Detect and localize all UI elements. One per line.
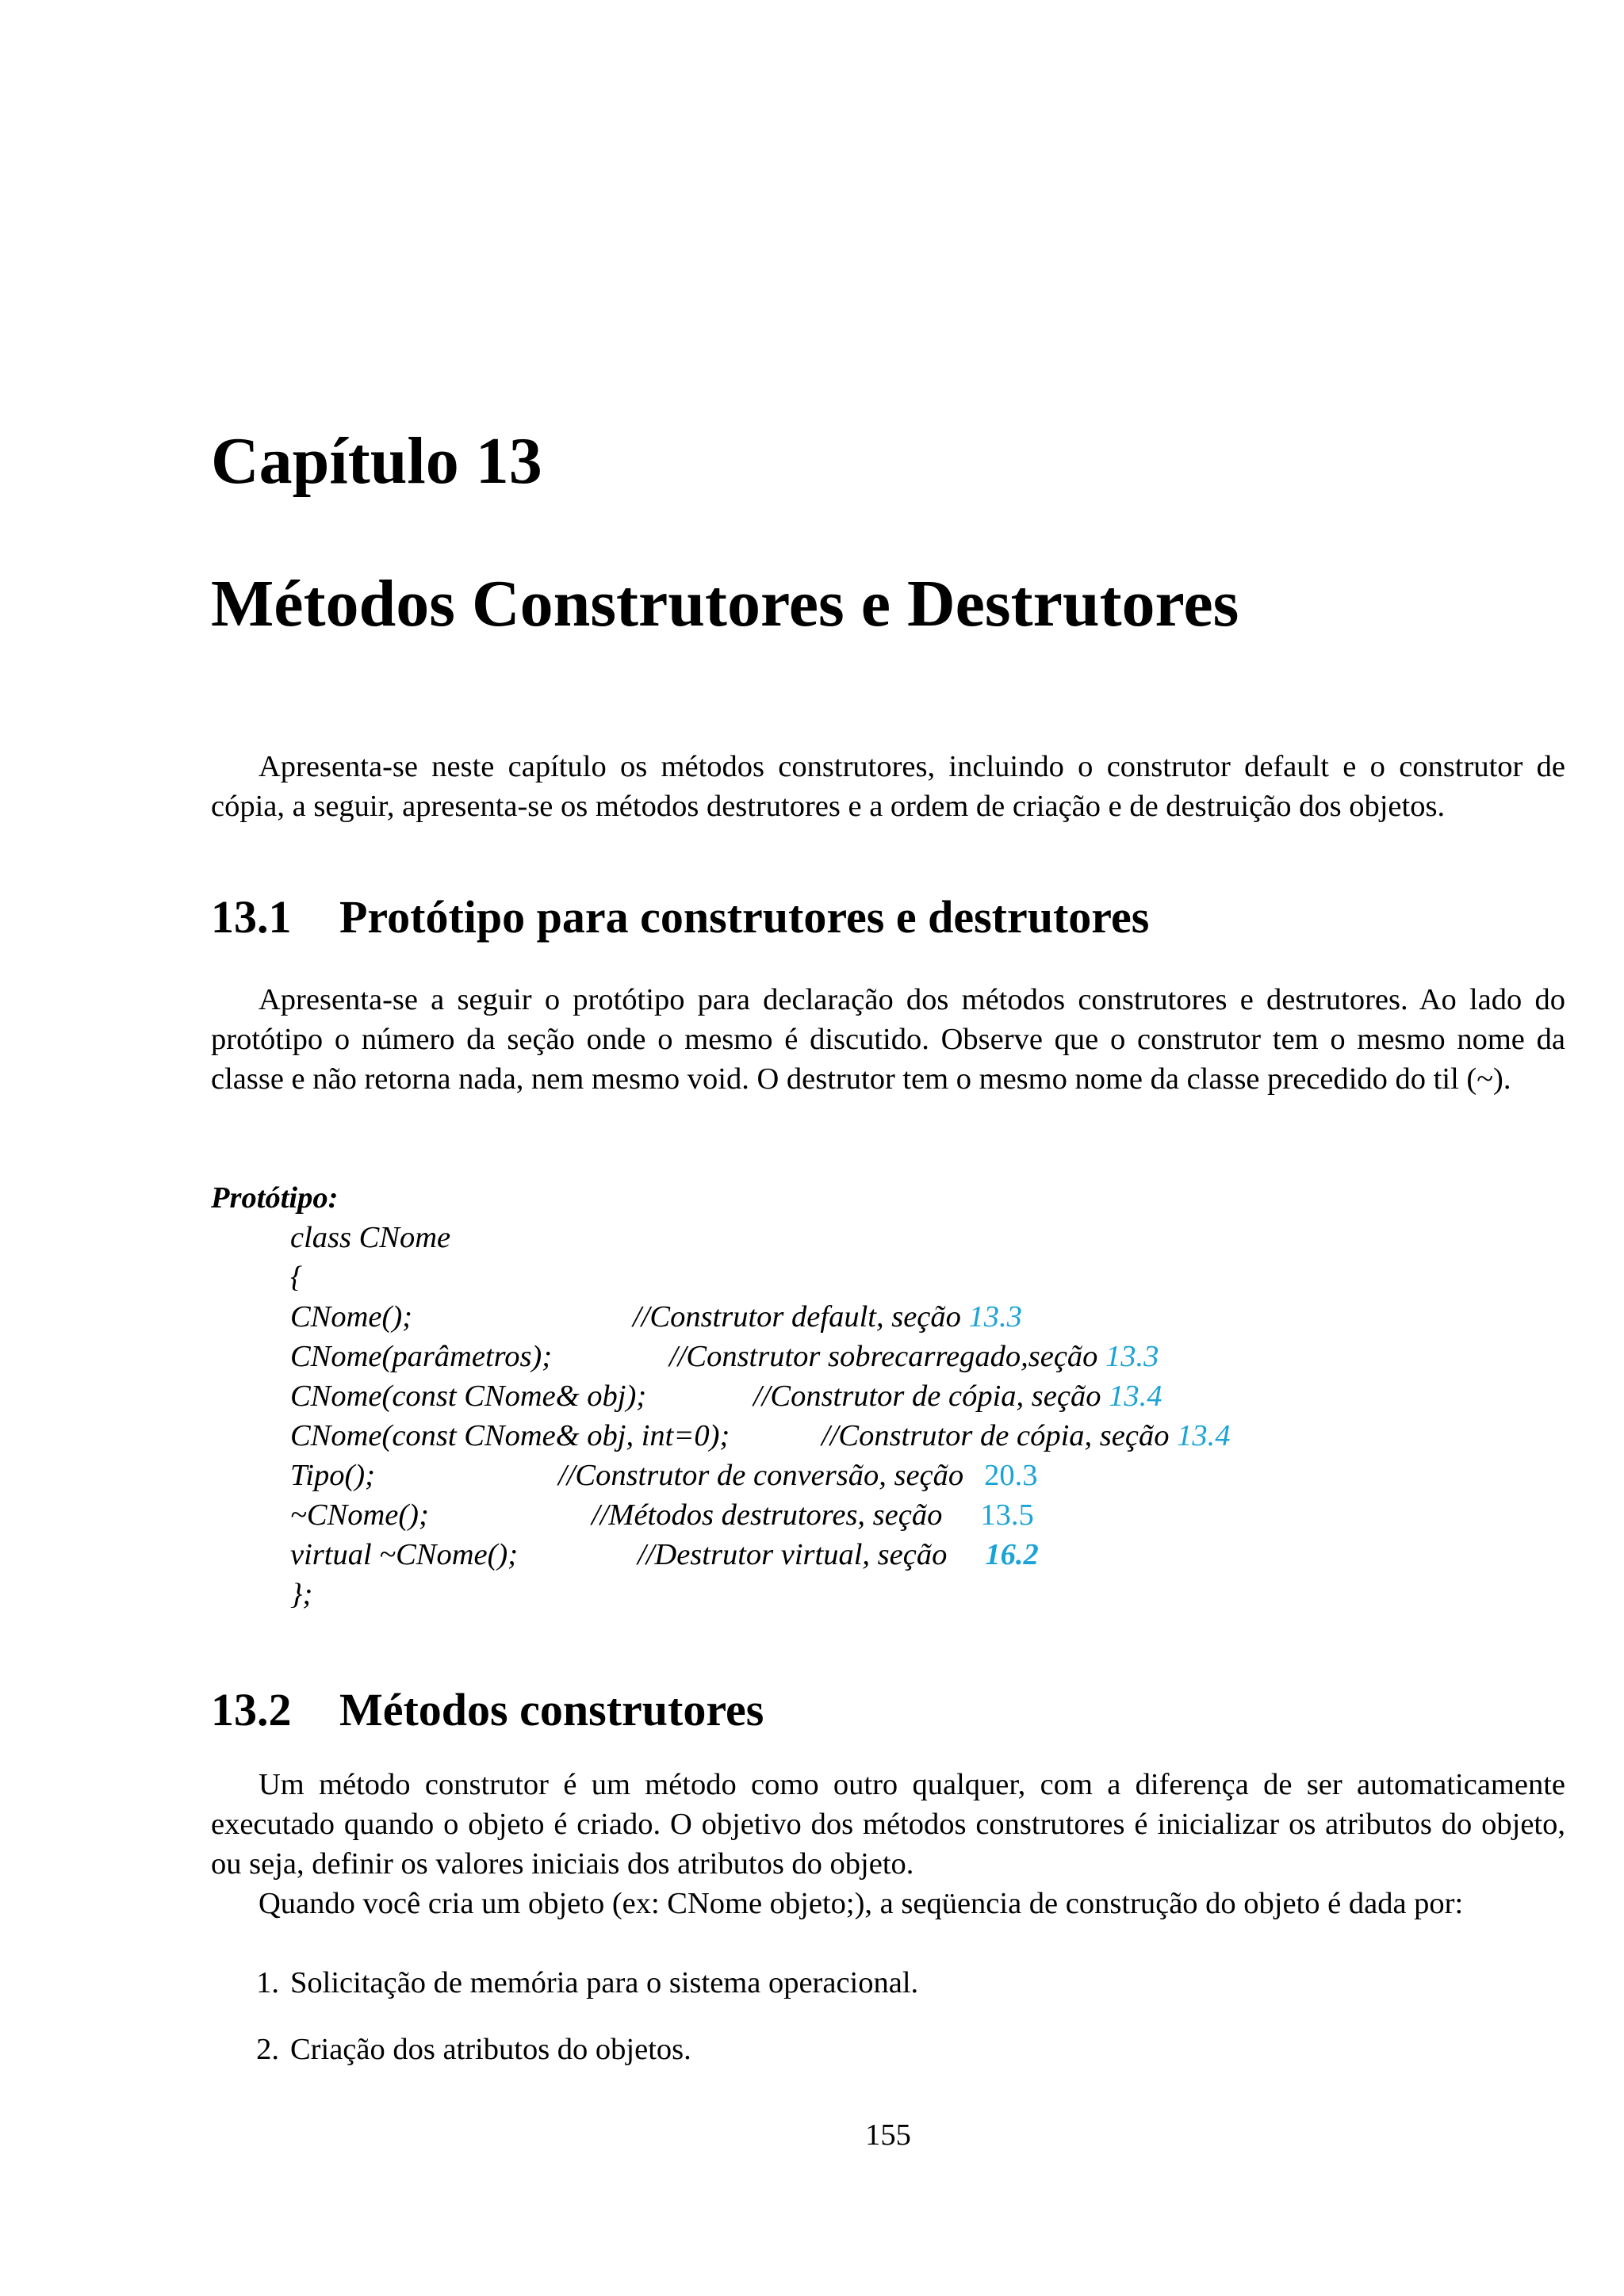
code-line <box>290 1495 1480 1535</box>
code-comment: //Construtor de cópia, seção 13.4 <box>822 1419 1231 1452</box>
list-marker: 2. <box>256 2033 279 2066</box>
code-declaration: Tipo(); <box>290 1459 375 1492</box>
code-close-brace: }; <box>290 1578 313 1611</box>
section-number: 13.1 <box>211 891 292 943</box>
intro-text: Apresenta-se neste capítulo os métodos construtores, incluindo o construtor default e o construtor de cópia, a seguir, apresenta-se os métodos destrutores e a ordem de criação e de destruição dos objetos. <box>211 750 1565 823</box>
section-2-text: Um método construtor é um método como outro qualquer, com a diferença de ser automaticamente executado quando o objeto é criado. O objetivo dos métodos construtores é inicializar os atributos do objeto, ou seja, definir os valores iniciais dos atributos do objeto. <box>211 1768 1565 1881</box>
section-2-paragraph <box>211 1765 1565 1884</box>
code-line <box>290 1297 1480 1337</box>
code-comment: //Métodos destrutores, seção 13.5 <box>592 1498 1034 1532</box>
code-comment: //Construtor de conversão, seção 20.3 <box>558 1459 1038 1492</box>
section-title: Protótipo para construtores e destrutores <box>339 891 1150 943</box>
section-reference-link[interactable]: 13.4 <box>1109 1380 1162 1413</box>
code-comment: //Construtor sobrecarregado,seção 13.3 <box>669 1340 1159 1373</box>
code-line <box>290 1535 1480 1575</box>
section-title: Métodos construtores <box>339 1684 764 1735</box>
section-reference-link[interactable]: 13.3 <box>1105 1340 1159 1373</box>
code-line <box>290 1416 1480 1456</box>
list-item-text: Solicitação de memória para o sistema operacional. <box>290 1966 919 1999</box>
section-reference-link[interactable]: 20.3 <box>984 1459 1038 1492</box>
section-reference-link[interactable]: 13.4 <box>1177 1419 1231 1452</box>
code-declaration: CNome(); <box>290 1300 412 1334</box>
code-line <box>290 1575 1480 1614</box>
section-number: 13.2 <box>211 1684 292 1735</box>
code-comment: //Construtor de cópia, seção 13.4 <box>753 1380 1162 1413</box>
section-reference-link[interactable]: 13.5 <box>980 1498 1034 1532</box>
code-comment: //Destrutor virtual, seção 16.2 <box>638 1538 1039 1571</box>
section-1-text: Apresenta-se a seguir o protótipo para declaração dos métodos construtores e destrutores. Ao lado do protótipo o número da seção onde o mesmo é discutido. Observe que o construtor tem o mesmo nome da classe e não retorna nada, nem mesmo void. O destrutor tem o mesmo nome da classe precedido do til (~). <box>211 983 1565 1096</box>
code-class-line: class CNome <box>290 1221 451 1254</box>
code-comment: //Construtor default, seção 13.3 <box>633 1300 1022 1334</box>
list-item <box>211 2030 691 2069</box>
code-line <box>290 1376 1480 1416</box>
list-marker: 1. <box>256 1966 279 1999</box>
section-2-body <box>211 1765 1565 1923</box>
code-declaration: virtual ~CNome(); <box>290 1538 519 1571</box>
section-heading-13-2 <box>211 1684 764 1735</box>
code-declaration: CNome(const CNome& obj); <box>290 1380 647 1413</box>
section-heading-13-1 <box>211 891 1150 943</box>
code-open-brace: { <box>290 1261 303 1294</box>
intro-paragraph <box>211 747 1565 826</box>
chapter-title: Métodos Construtores e Destrutores <box>211 567 1239 641</box>
code-declaration: CNome(const CNome& obj, int=0); <box>290 1419 730 1452</box>
document-page <box>211 0 1565 2296</box>
page-number: 155 <box>865 2118 911 2152</box>
list-item-text: Criação dos atributos do objetos. <box>290 2033 691 2066</box>
chapter-label: Capítulo 13 <box>211 424 542 498</box>
section-2-paragraph <box>211 1884 1565 1923</box>
prototype-code-block <box>290 1218 1480 1614</box>
section-1-paragraph <box>211 980 1565 1099</box>
code-line <box>290 1456 1480 1495</box>
code-line <box>290 1257 1480 1297</box>
section-reference-link[interactable]: 13.3 <box>968 1300 1022 1334</box>
code-declaration: ~CNome(); <box>290 1498 429 1532</box>
prototype-label: Protótipo: <box>211 1181 339 1215</box>
code-line <box>290 1337 1480 1376</box>
section-2-text: Quando você cria um objeto (ex: CNome objeto;), a seqüencia de construção do objeto é dada por: <box>259 1887 1464 1920</box>
list-item <box>211 1963 918 2003</box>
section-reference-link[interactable]: 16.2 <box>985 1538 1039 1571</box>
code-declaration: CNome(parâmetros); <box>290 1340 553 1373</box>
code-line <box>290 1218 1480 1257</box>
